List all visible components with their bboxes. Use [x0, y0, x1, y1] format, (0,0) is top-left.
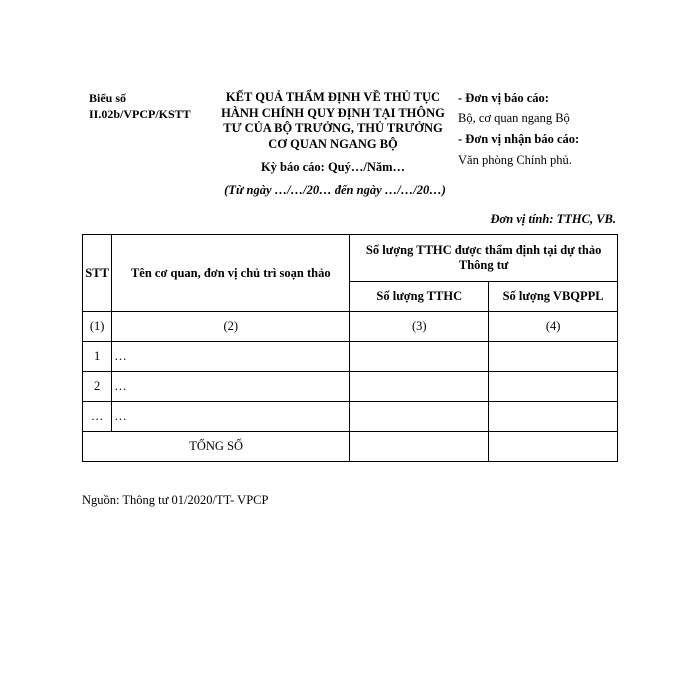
form-code-label: Biểu số — [89, 91, 127, 105]
row-vbqppl-count — [489, 372, 618, 402]
row-stt: 1 — [83, 342, 112, 372]
row-tthc-count — [350, 402, 489, 432]
unit-of-measure: Đơn vị tính: TTHC, VB. — [490, 212, 616, 226]
table-header-row — [83, 235, 618, 282]
table-row — [83, 402, 618, 432]
reporting-info — [458, 90, 579, 168]
total-vbqppl-count — [489, 432, 618, 462]
title-line-4: CƠ QUAN NGANG BỘ — [268, 136, 398, 151]
report-title — [208, 90, 458, 152]
title-line-2: HÀNH CHÍNH QUY ĐỊNH TẠI THÔNG — [221, 105, 445, 120]
header-stt: STT — [83, 235, 112, 312]
index-cell: (4) — [489, 312, 618, 342]
report-date-range: (Từ ngày …/…/20… đến ngày …/…/20…) — [224, 183, 446, 197]
header-group: Số lượng TTHC được thẩm định tại dự thảo Thông tư — [350, 235, 618, 282]
table-total-row — [83, 432, 618, 462]
form-code-number: II.02b/VPCP/KSTT — [89, 107, 191, 121]
row-agency-name: … — [112, 342, 350, 372]
row-agency-name: … — [112, 372, 350, 402]
report-table — [82, 234, 618, 462]
header-tthc-count: Số lượng TTHC — [350, 282, 489, 312]
title-line-3: TƯ CỦA BỘ TRƯỞNG, THỦ TRƯỞNG — [223, 121, 443, 135]
row-stt: 2 — [83, 372, 112, 402]
index-cell: (2) — [112, 312, 350, 342]
index-cell: (1) — [83, 312, 112, 342]
table-row — [83, 372, 618, 402]
title-line-1: KẾT QUẢ THẨM ĐỊNH VỀ THỦ TỤC — [225, 90, 441, 104]
receiver-unit-value: Văn phòng Chính phủ. — [458, 153, 572, 167]
row-agency-name: … — [112, 402, 350, 432]
row-vbqppl-count — [489, 402, 618, 432]
index-cell: (3) — [350, 312, 489, 342]
report-period: Kỳ báo cáo: Quý…/Năm… — [260, 160, 406, 174]
total-tthc-count — [350, 432, 489, 462]
row-stt: … — [83, 402, 112, 432]
receiver-unit-label: - Đơn vị nhận báo cáo: — [458, 132, 580, 146]
total-label: TỔNG SỐ — [83, 432, 350, 462]
table-index-row — [83, 312, 618, 342]
row-tthc-count — [350, 342, 489, 372]
source-note: Nguồn: Thông tư 01/2020/TT- VPCP — [82, 493, 269, 507]
reporting-unit-label: - Đơn vị báo cáo: — [458, 91, 549, 105]
row-vbqppl-count — [489, 342, 618, 372]
form-code — [89, 90, 191, 122]
row-tthc-count — [350, 372, 489, 402]
table-row — [83, 342, 618, 372]
header-agency-name: Tên cơ quan, đơn vị chủ trì soạn thảo — [112, 235, 350, 312]
header-vbqppl-count: Số lượng VBQPPL — [489, 282, 618, 312]
reporting-unit-value: Bộ, cơ quan ngang Bộ — [458, 111, 570, 125]
